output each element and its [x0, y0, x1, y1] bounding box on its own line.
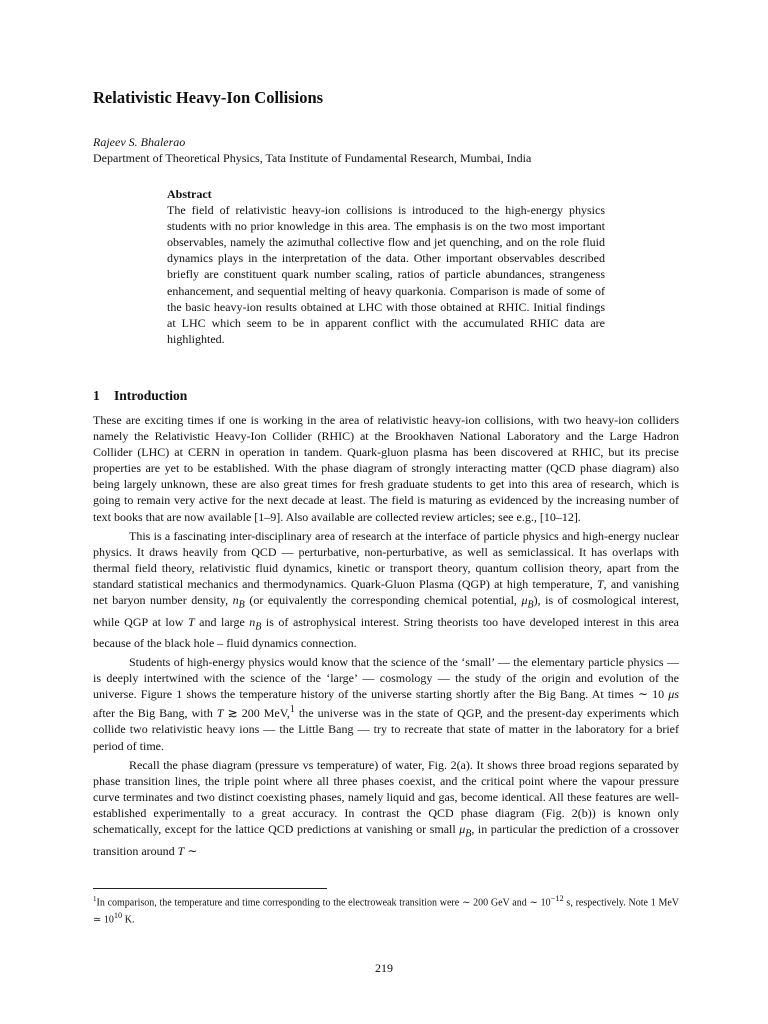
- text-run: after the Big Bang, with: [93, 706, 213, 721]
- text-run: (or equivalently the corresponding chemical potential,: [249, 593, 517, 608]
- section-title: Introduction: [114, 388, 188, 403]
- text-run: is of astrophysical interest. String theorists too have developed interest in this area because of the black hole – fluid dynamics connection.: [93, 614, 679, 650]
- math-symbol: T: [216, 706, 224, 721]
- math-superscript: 10: [113, 911, 123, 921]
- text-run: s, respectively. Note 1 MeV ≃ 10: [93, 897, 680, 926]
- math-base: μ: [521, 593, 528, 608]
- math-symbol: T: [596, 576, 604, 591]
- footnote-divider: [93, 888, 327, 889]
- math-base: μ: [459, 822, 466, 837]
- section-number: 1: [93, 388, 100, 403]
- math-symbol: [459, 822, 472, 840]
- text-run: , and vanishing net baryon number density,: [93, 576, 679, 608]
- text-run: ∼: [187, 843, 198, 858]
- footnote-mark: 1: [93, 895, 97, 903]
- paragraph-4: [93, 757, 679, 859]
- paper-title: Relativistic Heavy-Ion Collisions: [93, 88, 324, 107]
- text-run: ≳ 200 MeV,: [227, 706, 290, 721]
- math-symbol: [249, 614, 262, 632]
- section-heading: [93, 388, 187, 404]
- math-symbol: T: [187, 614, 195, 629]
- paragraph-1: These are exciting times if one is working in the area of relativistic heavy-ion collisions, with two heavy-ion colliders namely the Relativistic Heavy-Ion Collider (RHIC) at the Brookhaven National Laboratory and the Large Hadron Collider (LHC) at CERN in operation in tandem. Quark-gluon plasma has been discovered at RHIC, but its precise properties are yet to be established. With the phase diagram of strongly interacting matter (QCD phase diagram) also being largely unknown, these are also great times for fresh graduate students to get into this area of research, which is going to remain very active for the next decade at least. The field is maturing as evidenced by the increasing number of text books that are now available [1–9]. Also available are collected review articles; see e.g., [10–12].: [93, 413, 679, 524]
- body-text: [93, 412, 679, 859]
- text-run: and large: [199, 614, 245, 629]
- paragraph-3: [93, 654, 679, 754]
- text-run: Recall the phase diagram (pressure vs temperature) of water, Fig. 2(a). It shows three broad regions separated by phase transition lines, the triple point where all three phases coexist, and the critical point where the vapour pressure curve terminates and two distinct coexisting phases, namely liquid and gas, become identical. All these features are well-established experimentally to a great accuracy. In contrast the QCD phase diagram (Fig. 2(b)) is known only schematically, except for the lattice QCD predictions at vanishing or small: [93, 757, 679, 837]
- math-symbol: T: [177, 843, 185, 858]
- text-run: Students of high-energy physics would know that the science of the ‘small’ — the elementary particle physics — is deeply intertwined with the science of the ‘large’ — cosmology — the study of the origin and evolution of the universe. Figure 1 shows the temperature history of the universe starting shortly after the Big Bang. At times ∼ 10: [93, 655, 679, 702]
- text-run: K.: [122, 914, 135, 926]
- paragraph-2: [93, 528, 679, 651]
- page-number: 219: [375, 961, 393, 975]
- math-subscript: B: [238, 599, 245, 611]
- author-name: Rajeev S. Bhalerao: [93, 135, 186, 149]
- footnote: [93, 892, 679, 927]
- math-superscript: −12: [550, 894, 564, 903]
- abstract-text: The field of relativistic heavy-ion collisions is introduced to the high-energy physics students with no prior knowledge in this area. The emphasis is on the two most important observables, namely the azimuthal collective flow and jet quenching, and on the role fluid dynamics plays in the interpretation of the data. Other important observables described briefly are constituent quark number scaling, ratios of particle abundances, strangeness enhancement, and sequential melting of heavy quarkonia. Comparison is made of some of the basic heavy-ion results obtained at LHC with those obtained at RHIC. Initial findings at LHC which seem to be in apparent conflict with the accumulated RHIC data are highlighted.: [167, 203, 605, 346]
- abstract-heading: Abstract: [167, 187, 212, 201]
- math-symbol: [521, 593, 534, 611]
- math-symbol: [232, 593, 245, 611]
- math-base: n: [232, 593, 239, 608]
- text-run: , in particular the prediction of a crossover transition around: [93, 822, 679, 858]
- text-run: In comparison, the temperature and time corresponding to the electroweak transition were ∼ 200 GeV and ∼ 10: [96, 897, 551, 909]
- author-affiliation: Department of Theoretical Physics, Tata Institute of Fundamental Research, Mumbai, India: [93, 151, 532, 165]
- math-subscript: B: [255, 620, 262, 632]
- math-subscript: B: [465, 828, 472, 840]
- text-run: ), is of cosmological interest, while QGP at low: [93, 593, 680, 629]
- math-base: n: [249, 614, 256, 629]
- text-run: This is a fascinating inter-disciplinary area of research at the interface of particle physics and high-energy nuclear physics. It draws heavily from QCD — perturbative, non-perturbative, as well as semiclassical. It has overlaps with thermal field theory, relativistic fluid dynamics, kinetic or transport theory, quantum collision theory, apart from the standard statistical mechanics and thermodynamics. Quark-Gluon Plasma (QGP) at high temperature,: [93, 528, 679, 591]
- math-symbol: μs: [668, 687, 679, 702]
- math-subscript: B: [527, 599, 534, 611]
- text-run: the universe was in the state of QGP, and the present-day experiments which collide two relativistic heavy ions — the Little Bang — try to recreate that state of matter in the laboratory for a brief period of time.: [93, 706, 680, 753]
- abstract-block: [167, 186, 605, 347]
- footnote-reference: 1: [289, 704, 295, 716]
